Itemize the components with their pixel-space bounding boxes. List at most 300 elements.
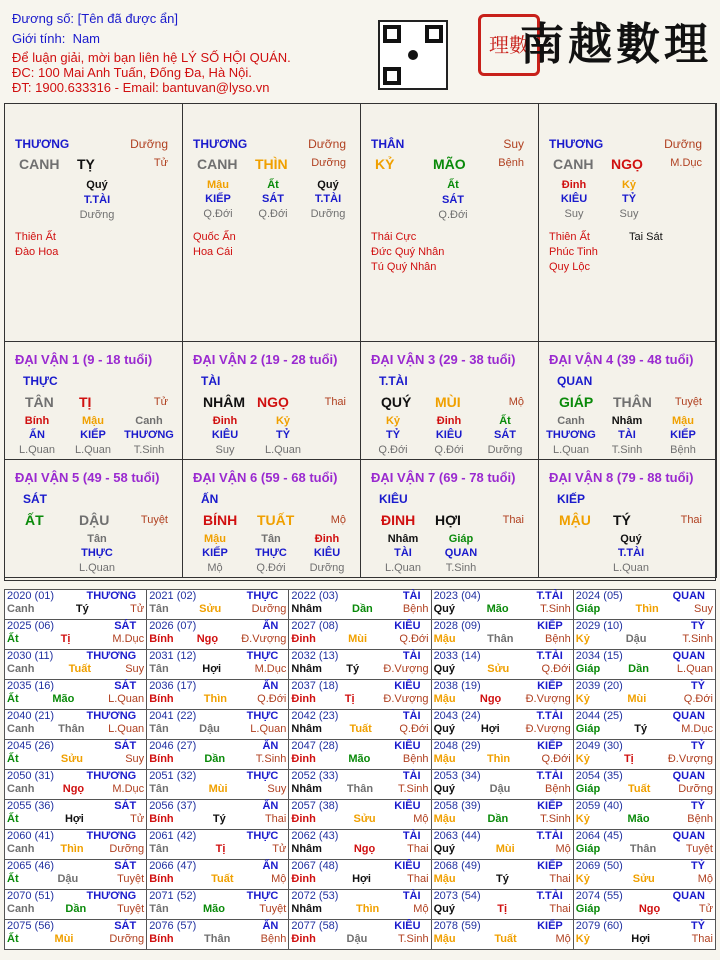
- table-row: [5, 680, 716, 710]
- year-stem: Ất: [7, 933, 19, 945]
- year-branch: Tị: [623, 753, 634, 765]
- star-label: Đào Hoa: [15, 246, 59, 258]
- hidden-stage: Suy: [215, 444, 235, 456]
- hidden-god: TỶ: [275, 429, 291, 441]
- dai-van-title: ĐẠI VẬN 7 (69 - 78 tuổi): [371, 470, 516, 485]
- year-line: [434, 830, 571, 843]
- year-god: SÁT: [114, 740, 137, 752]
- year-label: 2031 (12): [149, 650, 197, 662]
- hidden-stem: Kỷ: [385, 415, 401, 427]
- year-label: 2021 (02): [149, 590, 197, 602]
- year-branch: Thìn: [486, 753, 511, 765]
- year-cell: [289, 620, 431, 650]
- star-label: Hoa Cái: [193, 246, 233, 258]
- year-stage: Thai: [407, 873, 429, 885]
- year-label: 2066 (47): [149, 860, 197, 872]
- year-line: [576, 620, 713, 633]
- stage-label: M.Dục: [670, 157, 702, 169]
- year-branch: Tuất: [494, 933, 517, 945]
- year-branch: Dần: [204, 753, 226, 765]
- year-stage: T.Sinh: [397, 783, 429, 795]
- year-branch: Tý: [212, 813, 226, 825]
- year-label: 2045 (26): [7, 740, 55, 752]
- year-label: 2072 (53): [291, 890, 339, 902]
- year-cell: [147, 650, 289, 680]
- year-cell: [289, 920, 431, 950]
- year-god: THỰC: [246, 710, 279, 722]
- year-cell: [573, 830, 715, 860]
- year-label: 2039 (20): [575, 680, 623, 692]
- dai-van-title: ĐẠI VẬN 2 (19 - 28 tuổi): [193, 352, 338, 367]
- year-line: [7, 740, 144, 753]
- table-row: [5, 860, 716, 890]
- heavenly-stem: MẬU: [559, 512, 591, 528]
- year-cell: [573, 620, 715, 650]
- year-god: THỰC: [246, 830, 279, 842]
- year-branch: Sửu: [487, 663, 510, 675]
- year-branch: Ngọ: [479, 693, 502, 705]
- year-god: THƯƠNG: [86, 830, 137, 842]
- year-line: [291, 740, 428, 753]
- year-branch: Mùi: [208, 783, 228, 795]
- year-stage: Bệnh: [687, 813, 713, 825]
- contact-line: Để luận giải, mời bạn liên hệ LÝ SỐ HỘI QUÁN.: [12, 50, 291, 65]
- year-stage: Q.Đới: [399, 723, 429, 735]
- year-stem: Giáp: [575, 783, 601, 795]
- year-label: 2030 (11): [7, 650, 54, 662]
- hidden-stage: Dưỡng: [487, 444, 523, 456]
- year-stage: Tuyệt: [117, 903, 145, 915]
- year-branch: Dậu: [199, 723, 220, 735]
- year-cell: [431, 920, 573, 950]
- year-stem: Ất: [7, 693, 19, 705]
- owner-name: [12, 10, 178, 28]
- year-pillar: [434, 633, 571, 646]
- year-branch: Dậu: [57, 873, 79, 885]
- hidden-stem: Canh: [557, 415, 585, 427]
- year-god: THƯƠNG: [86, 890, 137, 902]
- year-cell: [431, 590, 573, 620]
- year-cell: [289, 680, 431, 710]
- year-pillar: [149, 813, 286, 826]
- year-line: [7, 710, 144, 723]
- year-label: 2047 (28): [291, 740, 339, 752]
- year-cell: [289, 740, 431, 770]
- year-label: 2042 (23): [291, 710, 339, 722]
- year-stage: T.Sinh: [540, 603, 571, 615]
- year-branch: Tý: [634, 723, 648, 735]
- year-god: KIÊU: [394, 740, 421, 752]
- year-stem: Canh: [7, 783, 35, 795]
- year-god: TÀI: [402, 830, 421, 842]
- stage-label: Dưỡng: [130, 137, 168, 151]
- year-god: QUAN: [672, 590, 705, 602]
- year-branch: Tý: [346, 663, 360, 675]
- stage-label: Tuyệt: [674, 396, 702, 408]
- hidden-god: KIÊU: [560, 193, 588, 205]
- year-label: 2055 (36): [7, 800, 55, 812]
- address-line: ĐC: 100 Mai Anh Tuấn, Đống Đa, Hà Nội.: [12, 65, 252, 80]
- year-line: [149, 710, 286, 723]
- year-branch: Tuất: [628, 783, 651, 795]
- year-label: 2038 (19): [433, 680, 481, 692]
- hidden-god: KIẾP: [670, 429, 696, 441]
- hidden-stage: L.Quan: [78, 562, 116, 574]
- year-cell: [431, 680, 573, 710]
- year-god: THỰC: [246, 650, 279, 662]
- dai-van-cell: [538, 459, 717, 578]
- table-row: [5, 770, 716, 800]
- year-label: 2057 (38): [291, 800, 339, 812]
- year-branch: Mùi: [627, 693, 647, 705]
- year-stage: L.Quan: [250, 723, 287, 735]
- year-god: KIÊU: [394, 620, 421, 632]
- year-branch: Tị: [497, 903, 508, 915]
- year-branch: Mùi: [348, 633, 368, 645]
- year-stem: Kỷ: [575, 933, 590, 945]
- year-line: [7, 920, 144, 933]
- year-stage: Q.Đới: [257, 693, 287, 705]
- year-stage: L.Quan: [676, 663, 713, 675]
- stage-label: Thai: [502, 514, 524, 526]
- year-branch: Dậu: [346, 933, 368, 945]
- god-label: THỰC: [23, 374, 58, 388]
- year-cell: [431, 860, 573, 890]
- year-god: TỶ: [690, 860, 705, 872]
- hidden-stage: Q.Đới: [256, 562, 286, 574]
- year-branch: Thân: [346, 783, 374, 795]
- year-stem: Mậu: [433, 633, 456, 645]
- year-line: [576, 710, 713, 723]
- year-stage: Đ.Vượng: [525, 693, 571, 705]
- year-stage: T.Sinh: [540, 813, 571, 825]
- year-cell: [289, 770, 431, 800]
- year-god: ẤN: [262, 620, 279, 632]
- hidden-stem: Mậu: [82, 415, 104, 427]
- year-stage: Q.Đới: [541, 753, 571, 765]
- year-pillar: [149, 723, 286, 736]
- year-stage: Tử: [130, 813, 145, 825]
- year-label: 2076 (57): [149, 920, 197, 932]
- star-label: Tú Quý Nhân: [371, 261, 437, 273]
- year-branch: Tuất: [349, 723, 372, 735]
- year-cell: [147, 920, 289, 950]
- hidden-god: TỶ: [621, 193, 637, 205]
- stage-label: Tử: [153, 396, 168, 408]
- year-stem: Đinh: [291, 753, 316, 765]
- year-stage: Tử: [272, 843, 287, 855]
- annual-luck-table: [4, 589, 716, 950]
- hidden-god: KIÊU: [435, 429, 463, 441]
- year-branch: Hợi: [480, 723, 500, 735]
- year-stage: Mộ: [555, 933, 571, 945]
- year-god: T.TÀI: [536, 890, 563, 902]
- year-pillar: [291, 783, 428, 796]
- dai-van-title: ĐẠI VẬN 4 (39 - 48 tuổi): [549, 352, 694, 367]
- hidden-stem: SÁT: [442, 194, 464, 206]
- year-pillar: [576, 903, 713, 916]
- year-line: [576, 770, 713, 783]
- year-pillar: [291, 903, 428, 916]
- year-stem: Kỷ: [575, 753, 590, 765]
- year-stem: Kỷ: [575, 873, 590, 885]
- year-stage: Thai: [549, 903, 571, 915]
- year-stage: Đ.Vượng: [383, 663, 429, 675]
- year-stem: Ất: [7, 873, 19, 885]
- year-branch: Thân: [629, 843, 657, 855]
- year-branch: Dần: [628, 663, 649, 675]
- year-stem: Bính: [149, 873, 174, 885]
- year-line: [7, 590, 144, 603]
- year-god: TỶ: [690, 620, 705, 632]
- year-line: [576, 830, 713, 843]
- stage-label: Dưỡng: [664, 137, 702, 151]
- year-label: 2067 (48): [291, 860, 339, 872]
- year-pillar: [7, 783, 144, 796]
- hidden-stem: Canh: [135, 415, 163, 427]
- hidden-god: SÁT: [494, 429, 516, 441]
- year-stage: Mộ: [413, 813, 429, 825]
- year-pillar: [7, 723, 144, 736]
- year-stem: Kỷ: [575, 693, 590, 705]
- table-row: [5, 590, 716, 620]
- year-label: 2059 (40): [575, 800, 623, 812]
- year-line: [434, 590, 571, 603]
- year-pillar: [291, 873, 428, 886]
- year-label: 2037 (18): [291, 680, 339, 692]
- year-pillar: [434, 813, 571, 826]
- year-stem: Quý: [433, 663, 455, 675]
- year-label: 2053 (34): [433, 770, 481, 782]
- year-branch: Tị: [60, 633, 71, 645]
- year-label: 2050 (31): [7, 770, 55, 782]
- year-branch: Tuất: [68, 663, 92, 675]
- star-label: Thiên Ất: [549, 231, 590, 243]
- year-stem: Quý: [433, 783, 455, 795]
- year-pillar: [149, 873, 286, 886]
- year-cell: [147, 620, 289, 650]
- year-stage: M.Dục: [254, 663, 287, 675]
- year-god: SÁT: [114, 800, 137, 812]
- year-god: TÀI: [402, 770, 421, 782]
- year-cell: [5, 740, 147, 770]
- year-pillar: [7, 753, 144, 766]
- year-stem: Giáp: [575, 843, 601, 855]
- year-pillar: [291, 843, 428, 856]
- year-stem: Kỷ: [575, 633, 590, 645]
- year-stage: Dưỡng: [109, 933, 145, 945]
- dai-van-cell: [4, 341, 183, 460]
- hidden-god: THƯƠNG: [124, 429, 174, 441]
- hidden-god: THỰC: [255, 547, 287, 559]
- year-label: 2075 (56): [7, 920, 55, 932]
- year-branch: Tuất: [211, 873, 234, 885]
- year-stem: Đinh: [291, 633, 316, 645]
- year-pillar: [434, 903, 571, 916]
- stage-label: Bệnh: [498, 157, 524, 169]
- year-stem: Quý: [433, 603, 455, 615]
- pillar-cell: [538, 103, 717, 342]
- year-stage: Dưỡng: [109, 843, 145, 855]
- dai-van-title: ĐẠI VẬN 6 (59 - 68 tuổi): [193, 470, 338, 485]
- year-pillar: [576, 843, 713, 856]
- year-stage: Suy: [125, 663, 145, 675]
- year-god: T.TÀI: [536, 710, 563, 722]
- year-line: [434, 800, 571, 813]
- earthly-branch: NGỌ: [257, 394, 289, 410]
- year-cell: [431, 830, 573, 860]
- heavenly-stem: GIÁP: [559, 394, 594, 410]
- year-line: [434, 680, 571, 693]
- year-cell: [147, 590, 289, 620]
- year-stage: M.Dục: [112, 633, 145, 645]
- hidden-stem: Quý: [86, 179, 108, 191]
- year-pillar: [149, 603, 286, 616]
- pillar-cell: [182, 103, 361, 342]
- year-stem: Tân: [149, 783, 169, 795]
- hidden-stem: Ất: [267, 179, 279, 191]
- year-label: 2025 (06): [7, 620, 55, 632]
- year-pillar: [7, 903, 144, 916]
- earthly-branch: NGỌ: [611, 156, 643, 172]
- year-pillar: [7, 843, 144, 856]
- year-label: 2034 (15): [575, 650, 623, 662]
- year-pillar: [149, 843, 286, 856]
- year-label: 2079 (60): [575, 920, 623, 932]
- year-stage: Đ.Vượng: [667, 753, 713, 765]
- hidden-stem: Quý: [620, 533, 642, 545]
- year-stage: Mộ: [555, 843, 571, 855]
- year-stage: Mộ: [697, 873, 713, 885]
- year-god: T.TÀI: [536, 830, 563, 842]
- stage-label: Tử: [153, 157, 168, 169]
- heavenly-stem: ĐINH: [381, 512, 416, 528]
- year-line: [576, 650, 713, 663]
- year-god: TÀI: [402, 650, 421, 662]
- year-god: KIÊU: [394, 800, 421, 812]
- year-cell: [147, 710, 289, 740]
- year-label: 2069 (50): [575, 860, 623, 872]
- hidden-stage: L.Quan: [74, 444, 112, 456]
- year-label: 2046 (27): [149, 740, 197, 752]
- year-line: [434, 890, 571, 903]
- year-branch: Hợi: [202, 663, 222, 675]
- year-cell: [573, 680, 715, 710]
- year-line: [291, 710, 428, 723]
- year-pillar: [149, 783, 286, 796]
- year-stage: Bệnh: [545, 633, 571, 645]
- god-label: ẤN: [201, 492, 219, 506]
- year-line: [291, 650, 428, 663]
- hidden-stem: Đinh: [561, 179, 587, 191]
- hidden-god: T.TÀI: [617, 547, 645, 559]
- year-stage: Thai: [691, 933, 713, 945]
- year-god: TỶ: [690, 680, 705, 692]
- year-stage: Q.Đới: [541, 663, 571, 675]
- year-label: 2036 (17): [149, 680, 197, 692]
- year-label: 2063 (44): [433, 830, 481, 842]
- year-cell: [147, 740, 289, 770]
- dai-van-title: ĐẠI VẬN 8 (79 - 88 tuổi): [549, 470, 694, 485]
- year-branch: Tị: [215, 843, 226, 855]
- year-branch: Ngọ: [196, 633, 219, 645]
- year-stage: T.Sinh: [682, 633, 713, 645]
- year-pillar: [7, 813, 144, 826]
- year-stem: Bính: [149, 933, 174, 945]
- star-label: Thiên Ất: [15, 231, 56, 243]
- year-stem: Tân: [149, 723, 169, 735]
- year-stage: Đ.Vượng: [241, 633, 287, 645]
- year-branch: Dần: [487, 813, 509, 825]
- year-pillar: [434, 873, 571, 886]
- year-pillar: [291, 813, 428, 826]
- hidden-god: KIÊU: [211, 429, 239, 441]
- year-line: [291, 770, 428, 783]
- year-stem: Canh: [7, 903, 35, 915]
- hidden-stem: Kỷ: [275, 415, 291, 427]
- year-label: 2035 (16): [7, 680, 55, 692]
- dai-van-cell: [360, 341, 539, 460]
- year-line: [149, 680, 286, 693]
- year-pillar: [149, 903, 286, 916]
- hidden-stage: Dưỡng: [310, 208, 346, 220]
- year-cell: [573, 650, 715, 680]
- pillar-cell: [360, 103, 539, 342]
- year-line: [149, 920, 286, 933]
- year-branch: Ngọ: [62, 783, 85, 795]
- year-line: [434, 740, 571, 753]
- year-branch: Tý: [496, 873, 509, 885]
- year-label: 2028 (09): [433, 620, 481, 632]
- year-god: THƯƠNG: [86, 710, 137, 722]
- year-label: 2032 (13): [291, 650, 339, 662]
- year-pillar: [576, 873, 713, 886]
- stage-label: Thai: [324, 396, 346, 408]
- year-stage: Tuyệt: [117, 873, 145, 885]
- year-cell: [5, 920, 147, 950]
- year-stem: Tân: [149, 663, 169, 675]
- hidden-god: ẤN: [29, 429, 45, 441]
- year-pillar: [434, 693, 571, 706]
- year-label: 2049 (30): [575, 740, 623, 752]
- year-cell: [573, 800, 715, 830]
- year-cell: [289, 890, 431, 920]
- god-label: THƯƠNG: [15, 137, 70, 151]
- god-label: THƯƠNG: [549, 137, 604, 151]
- year-stem: Nhâm: [291, 723, 322, 735]
- year-stage: Mộ: [271, 873, 287, 885]
- stage-label: Mộ: [508, 396, 524, 408]
- year-line: [291, 620, 428, 633]
- hidden-stage: Dưỡng: [309, 562, 345, 574]
- year-branch: Ngọ: [353, 843, 376, 855]
- hidden-god: TÀI: [618, 429, 636, 441]
- hidden-god: THỰC: [81, 547, 113, 559]
- year-stem: Nhâm: [291, 663, 322, 675]
- earthly-branch: TỴ: [77, 156, 95, 172]
- year-label: 2033 (14): [433, 650, 481, 662]
- year-pillar: [576, 813, 713, 826]
- year-stage: Suy: [267, 783, 287, 795]
- year-stem: Nhâm: [291, 783, 322, 795]
- seal-text: 理數: [489, 33, 529, 57]
- hidden-god: KIẾP: [202, 547, 228, 559]
- year-pillar: [576, 663, 713, 676]
- year-pillar: [7, 603, 144, 616]
- earthly-branch: MÙI: [435, 394, 461, 410]
- year-god: KIẾP: [537, 800, 563, 812]
- year-cell: [5, 890, 147, 920]
